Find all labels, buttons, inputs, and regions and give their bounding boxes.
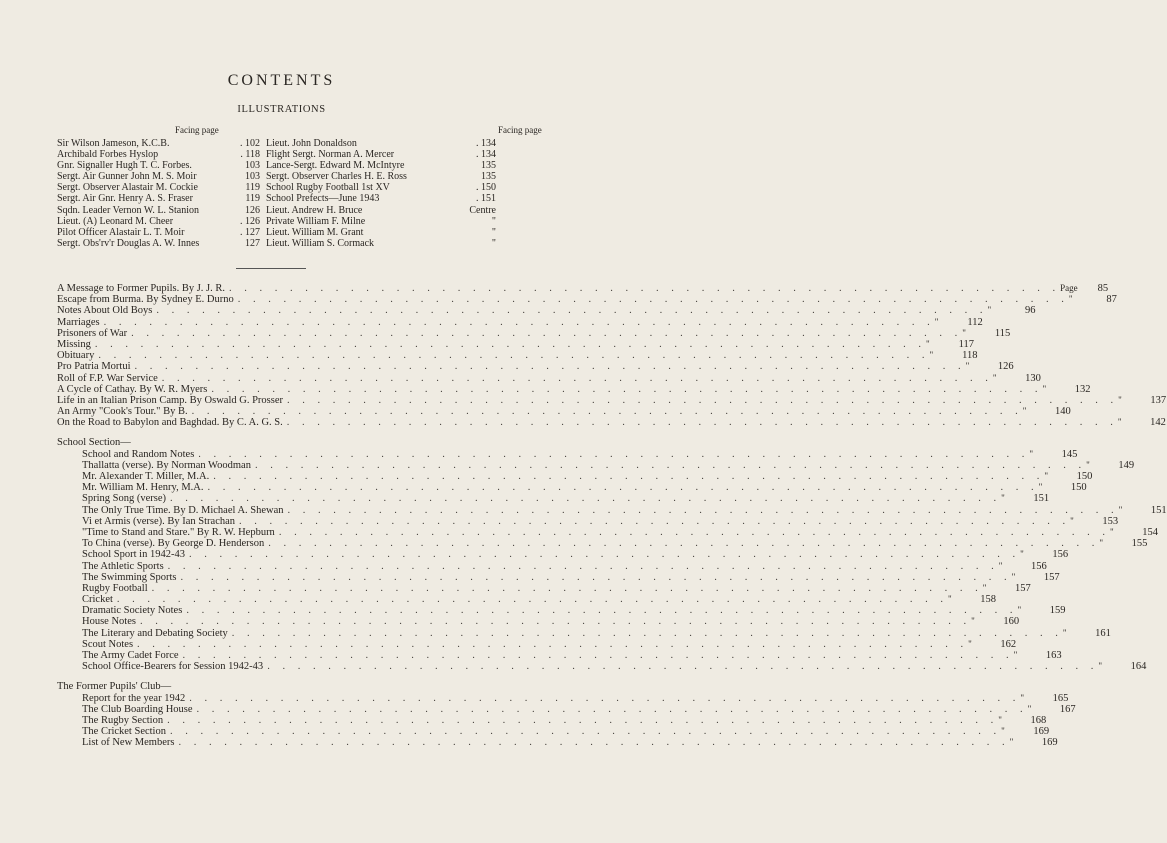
contents-entry: [57, 526, 1158, 538]
illustration-page: . 127: [240, 226, 260, 238]
illustration-page: ": [491, 226, 496, 238]
contents-entry: [57, 538, 1148, 550]
dot-leader: [194, 449, 1029, 460]
illustration-name: Lance-Sergt. Edward M. McIntyre: [266, 160, 405, 172]
entry-page: 137: [1150, 394, 1167, 406]
entry-page: 153: [1102, 515, 1119, 527]
entry-title: Report for the year 1942: [82, 692, 186, 704]
page-prefix: ": [1070, 515, 1074, 526]
entry-title: "Time to Stand and Stare." By R. W. Hepburn: [82, 526, 275, 538]
entry-title: Mr. Alexander T. Miller, M.A.: [82, 471, 210, 482]
dot-leader: [166, 493, 1001, 504]
entry-title: The Army Cadet Force: [82, 650, 179, 661]
illustration-name: Lieut. (A) Leonard M. Cheer: [57, 215, 174, 227]
contents-entry: [57, 737, 1058, 749]
illustration-entry: [57, 205, 260, 216]
entry-page: 167: [1059, 703, 1076, 715]
dot-leader: [152, 305, 987, 316]
page-prefix: ": [962, 327, 966, 338]
page-prefix: ": [1062, 627, 1067, 638]
page-prefix: ": [1029, 448, 1034, 459]
entry-page: 160: [1003, 616, 1020, 628]
entry-title: A Cycle of Cathay. By W. R. Myers: [57, 383, 208, 395]
illustrations-heading: ILLUSTRATIONS: [237, 104, 326, 115]
dot-leader: [185, 693, 1020, 704]
contents-entry: [57, 703, 1076, 715]
entry-page: 158: [980, 594, 997, 606]
page-prefix: ": [992, 372, 997, 383]
illustration-page: . 102: [240, 138, 260, 149]
contents-entry: [57, 406, 1071, 418]
illustration-entry: [266, 171, 496, 182]
entry-page: 151: [1033, 493, 1050, 505]
illustration-page: 126: [245, 204, 260, 216]
page-prefix: ": [1109, 526, 1114, 537]
dot-leader: [264, 538, 1099, 549]
entry-title: On the Road to Babylon and Baghdad. By C. A. G. S.: [57, 417, 283, 429]
page-prefix: ": [1044, 471, 1049, 481]
illustration-entry: [57, 182, 260, 193]
illustration-page: Centre: [469, 204, 496, 216]
contents-entry: [57, 471, 1093, 482]
entry-title: The Swimming Sports: [82, 571, 177, 583]
contents-entry: [57, 372, 1041, 384]
page-prefix: ": [1001, 726, 1005, 737]
entry-title: The Literary and Debating Society: [82, 627, 228, 639]
page-prefix: ": [1038, 482, 1043, 493]
illustration-name: Sir Wilson Jameson, K.C.B.: [57, 138, 170, 149]
contents-entry: [57, 350, 978, 362]
illustration-page: . 150: [476, 182, 496, 194]
page-prefix: ": [987, 305, 992, 316]
entry-page: 149: [1118, 459, 1135, 471]
page-prefix: ": [998, 714, 1002, 725]
page-prefix: ": [1117, 417, 1122, 428]
dot-leader: [275, 527, 1110, 538]
entry-title: Roll of F.P. War Service: [57, 372, 158, 384]
entry-page: 161: [1095, 627, 1111, 639]
contents-entry: [57, 482, 1087, 494]
page-prefix: ": [971, 616, 975, 627]
dot-leader: [209, 471, 1044, 482]
dot-leader: [283, 395, 1118, 406]
illustration-name: Sergt. Observer Charles H. E. Ross: [266, 171, 407, 183]
entry-page: 85: [1097, 283, 1109, 294]
entry-title: Notes About Old Boys: [57, 305, 153, 317]
illustration-name: Sqdn. Leader Vernon W. L. Stanion: [57, 204, 200, 216]
illustration-page: 119: [245, 182, 260, 194]
illustration-page: ": [491, 215, 496, 227]
entry-title: List of New Members: [82, 737, 175, 749]
entry-page: 96: [1025, 305, 1036, 317]
dot-leader: [263, 661, 1098, 672]
illustration-entry: [57, 149, 260, 160]
dot-leader: [179, 650, 1014, 661]
contents-entry: [57, 361, 1014, 373]
entry-title: The Cricket Section: [82, 726, 166, 738]
dot-leader: [235, 516, 1070, 527]
school-section-list: [57, 448, 1167, 673]
entry-page: 130: [1025, 372, 1041, 384]
contents-entry: [57, 305, 1036, 317]
dot-leader: [163, 715, 998, 726]
dot-leader: [158, 373, 993, 384]
page-prefix: ": [1118, 504, 1123, 515]
entry-title: Pro Patria Mortui: [57, 361, 131, 373]
entry-page: 157: [1043, 571, 1060, 583]
fp-club-list: [57, 692, 1076, 749]
entry-page: 145: [1061, 448, 1078, 460]
entry-page: 126: [997, 361, 1014, 373]
page-prefix: ": [948, 594, 952, 605]
entry-title: School Office-Bearers for Session 1942-43: [82, 661, 264, 673]
page-prefix: ": [1020, 692, 1025, 703]
illustration-entry: [57, 160, 260, 171]
entry-page: 163: [1045, 650, 1062, 661]
dot-leader: [127, 328, 962, 339]
illustration-entry: [266, 205, 496, 216]
illustration-entry: [266, 238, 496, 249]
illustration-entry: [57, 238, 260, 249]
illustration-entry: [57, 193, 260, 204]
entry-title: Marriages: [57, 316, 100, 328]
page-prefix: ": [1027, 703, 1032, 714]
entry-page: 112: [967, 316, 983, 328]
page-prefix: Page: [1060, 283, 1078, 293]
illustration-name: Pilot Officer Alastair L. T. Moir: [57, 226, 185, 238]
dot-leader: [283, 417, 1118, 428]
contents-entry: [57, 294, 1117, 306]
entry-title: Vi et Armis (verse). By Ian Strachan: [82, 515, 236, 527]
contents-entry: [57, 338, 974, 350]
illustration-entry: [266, 182, 496, 193]
entry-page: 150: [1070, 482, 1087, 494]
contents-entry: [57, 726, 1050, 738]
entry-page: 156: [1052, 549, 1069, 561]
page-prefix: ": [925, 338, 930, 349]
entry-page: 168: [1030, 714, 1047, 726]
page-prefix: ": [1042, 383, 1047, 394]
page-prefix: ": [1020, 549, 1024, 560]
dot-leader: [284, 505, 1119, 516]
contents-entry: [57, 650, 1062, 661]
entry-title: Thallatta (verse). By Norman Woodman: [82, 459, 251, 471]
entry-page: 154: [1142, 526, 1158, 538]
illustration-name: Gnr. Signaller Hugh T. C. Forbes.: [57, 160, 192, 172]
contents-entry: [57, 560, 1047, 572]
page-prefix: ": [1001, 493, 1005, 504]
entry-page: 162: [1000, 638, 1017, 650]
entry-page: 155: [1131, 538, 1148, 550]
contents-entry: [57, 459, 1135, 471]
contents-entry: [57, 692, 1069, 704]
entry-page: 115: [994, 327, 1011, 339]
illustration-entry: [57, 227, 260, 238]
illustration-name: Lieut. William M. Grant: [266, 226, 364, 238]
illustration-entry: [57, 138, 260, 149]
contents-entry: [57, 515, 1119, 527]
contents-entry: [57, 283, 1109, 294]
page-prefix: ": [1011, 571, 1016, 582]
entry-page: 142: [1150, 417, 1166, 429]
contents-entry: [57, 714, 1047, 726]
entry-title: A Message to Former Pupils. By J. J. R.: [57, 283, 226, 294]
dot-leader: [100, 317, 935, 328]
entry-page: 169: [1041, 737, 1058, 749]
entry-title: House Notes: [82, 616, 136, 628]
entry-title: School and Random Notes: [82, 448, 195, 460]
contents-entry: [57, 417, 1166, 429]
entry-title: The Only True Time. By D. Michael A. Shewan: [82, 504, 284, 516]
dot-leader: [131, 361, 966, 372]
illustration-name: Sergt. Observer Alastair M. Cockie: [57, 182, 198, 194]
section-divider: [236, 268, 306, 269]
illustrations-left-column: [57, 138, 260, 249]
illustration-page: . 134: [476, 149, 496, 161]
entry-page: 159: [1049, 605, 1066, 617]
contents-entry: [57, 549, 1069, 561]
illustration-entry: [266, 227, 496, 238]
entry-page: 140: [1054, 406, 1071, 418]
page-prefix: ": [968, 638, 972, 649]
page-prefix: ": [1099, 538, 1104, 549]
entry-page: 165: [1052, 692, 1069, 704]
entry-title: Cricket: [82, 594, 113, 606]
illustration-entry: [266, 160, 496, 171]
dot-leader: [166, 726, 1001, 737]
dot-leader: [204, 482, 1039, 493]
entry-title: Prisoners of War: [57, 327, 128, 339]
entry-title: School Sport in 1942-43: [82, 549, 185, 561]
illustration-entry: [266, 138, 496, 149]
page-prefix: ": [1017, 605, 1022, 616]
entry-title: Rugby Football: [82, 582, 148, 594]
dot-leader: [188, 406, 1023, 417]
table-of-contents: [57, 283, 1167, 749]
entry-title: Escape from Burma. By Sydney E. Durno: [57, 294, 234, 306]
dot-leader: [185, 549, 1020, 560]
illustration-entry: [266, 193, 496, 204]
illustration-entry: [57, 216, 260, 227]
entry-page: 132: [1074, 383, 1091, 395]
entry-title: The Rugby Section: [82, 714, 164, 726]
contents-entry: [57, 394, 1167, 406]
page-title: CONTENTS: [227, 72, 336, 89]
contents-list: [57, 283, 1167, 429]
page-prefix: ": [1068, 294, 1073, 305]
dot-leader: [113, 594, 948, 605]
illustration-entry: [266, 149, 496, 160]
entry-title: An Army "Cook's Tour." By B.: [57, 406, 188, 418]
contents-entry: [57, 605, 1066, 617]
entry-page: 169: [1033, 726, 1050, 738]
facing-page-label-left: Facing page: [175, 125, 219, 135]
illustration-page: . 126: [240, 215, 260, 227]
entry-title: Life in an Italian Prison Camp. By Oswald G. Prosser: [57, 394, 284, 406]
contents-entry: [57, 383, 1091, 395]
dot-leader: [133, 639, 968, 650]
entry-page: 117: [958, 338, 974, 350]
illustration-name: Sergt. Air Gnr. Henry A. S. Fraser: [57, 193, 193, 205]
page-prefix: ": [1009, 737, 1014, 748]
page-prefix: ": [982, 582, 987, 593]
dot-leader: [174, 737, 1009, 748]
entry-page: 164: [1130, 661, 1147, 673]
entry-title: Missing: [57, 338, 91, 350]
illustration-name: Lieut. William S. Cormack: [266, 237, 375, 249]
entry-title: Obituary: [57, 350, 95, 362]
entry-title: Mr. William M. Henry, M.A.: [82, 482, 204, 494]
illustration-name: Flight Sergt. Norman A. Mercer: [266, 149, 395, 161]
illustration-page: 103: [245, 171, 260, 183]
dot-leader: [251, 460, 1086, 471]
contents-entry: [57, 627, 1111, 639]
contents-entry: [57, 327, 1011, 339]
page-prefix: ": [934, 316, 939, 327]
illustration-name: Sergt. Air Gunner John M. S. Moir: [57, 171, 197, 183]
illustration-page: . 134: [476, 138, 496, 149]
entry-title: Scout Notes: [82, 638, 134, 650]
illustration-page: 119: [245, 193, 260, 205]
entry-title: Spring Song (verse): [82, 493, 166, 505]
page-prefix: ": [1022, 406, 1027, 417]
illustrations-right-column: [266, 138, 496, 249]
illustration-name: School Prefects—June 1943: [266, 193, 380, 205]
dot-leader: [164, 561, 999, 572]
dot-leader: [234, 294, 1069, 305]
illustration-entry: [57, 171, 260, 182]
page-prefix: ": [965, 361, 970, 372]
dot-leader: [182, 605, 1017, 616]
dot-leader: [193, 704, 1028, 715]
entry-title: Dramatic Society Notes: [82, 605, 183, 617]
contents-entry: [57, 582, 1031, 594]
page-prefix: ": [1013, 650, 1018, 660]
illustration-page: . 151: [476, 193, 496, 205]
page-prefix: ": [1098, 661, 1102, 672]
page-prefix: ": [998, 560, 1003, 571]
contents-entry: [57, 594, 997, 606]
page-prefix: ": [1086, 459, 1090, 470]
dot-leader: [177, 572, 1012, 583]
entry-page: 87: [1106, 294, 1117, 306]
dot-leader: [94, 350, 929, 361]
contents-entry: [57, 616, 1020, 628]
entry-title: To China (verse). By George D. Henderson: [82, 538, 265, 550]
entry-page: 150: [1076, 471, 1093, 482]
contents-entry: [57, 316, 983, 328]
dot-leader: [148, 583, 983, 594]
dot-leader: [207, 384, 1042, 395]
entry-page: 151: [1150, 504, 1167, 516]
illustration-name: School Rugby Football 1st XV: [266, 182, 390, 194]
illustration-page: 135: [481, 171, 496, 183]
contents-entry: [57, 638, 1017, 650]
entry-title: The Club Boarding House: [82, 703, 193, 715]
entry-page: 156: [1031, 560, 1047, 572]
facing-page-label-right: Facing page: [498, 125, 542, 135]
contents-entry: [57, 661, 1147, 673]
entry-title: The Athletic Sports: [82, 560, 164, 572]
illustration-name: Archibald Forbes Hyslop: [57, 149, 159, 161]
illustration-page: ": [491, 237, 496, 249]
entry-page: 118: [962, 350, 978, 362]
contents-entry: [57, 448, 1078, 460]
dot-leader: [225, 283, 1060, 294]
page-prefix: ": [1118, 394, 1122, 405]
dot-leader: [228, 628, 1063, 639]
contents-entry: [57, 493, 1050, 505]
contents-entry: [57, 504, 1167, 516]
illustration-name: Lieut. Andrew H. Bruce: [266, 204, 363, 216]
illustration-page: 103: [245, 160, 260, 172]
contents-entry: [57, 571, 1060, 583]
illustration-page: 127: [245, 237, 260, 249]
school-section-heading: School Section—: [57, 437, 131, 449]
dot-leader: [91, 339, 926, 350]
illustration-name: Lieut. John Donaldson: [266, 138, 357, 149]
fp-club-heading: The Former Pupils' Club—: [57, 681, 172, 693]
entry-page: 157: [1015, 582, 1031, 594]
illustration-entry: [266, 216, 496, 227]
illustration-name: Private William F. Milne: [266, 215, 366, 227]
illustration-page: . 118: [240, 149, 260, 161]
page-prefix: ": [929, 350, 934, 361]
dot-leader: [136, 616, 971, 627]
illustration-page: 135: [481, 160, 496, 172]
illustration-name: Sergt. Obs'rv'r Douglas A. W. Innes: [57, 237, 200, 249]
